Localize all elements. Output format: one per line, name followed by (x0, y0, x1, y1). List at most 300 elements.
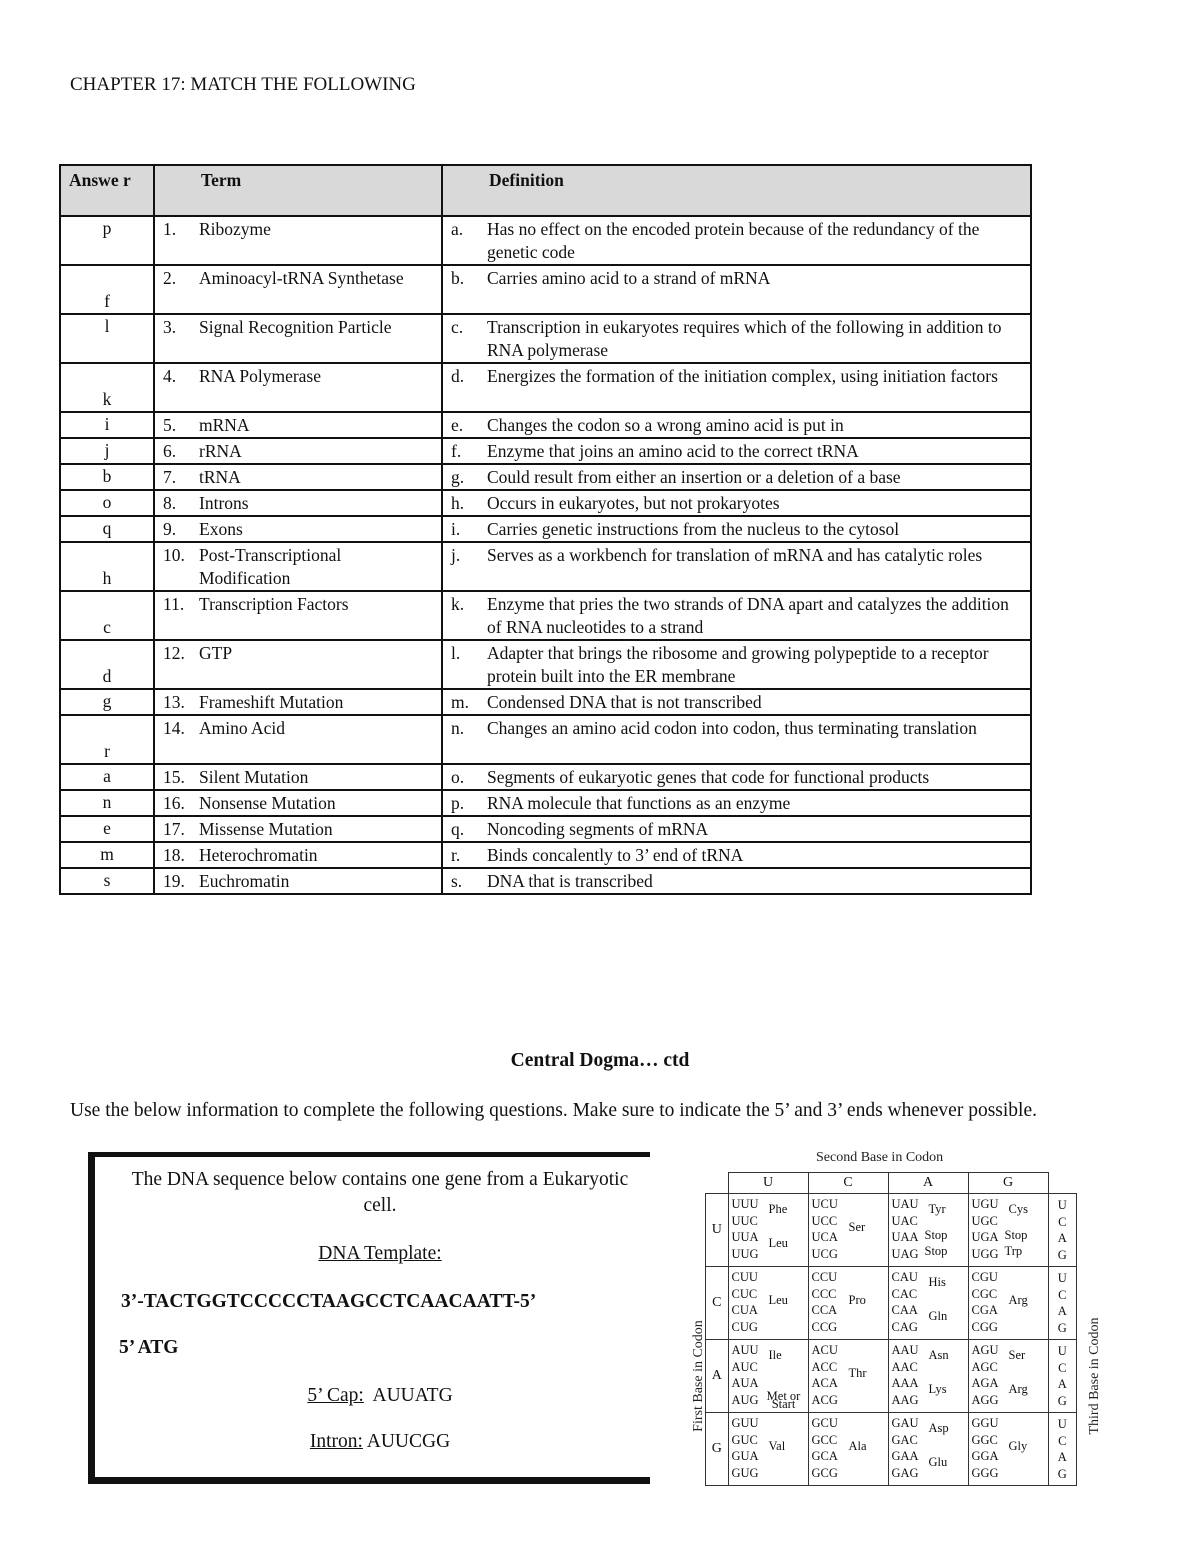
codon-cell (728, 1340, 808, 1413)
codon: ACU (811, 1343, 838, 1357)
term-number: 3. (163, 317, 177, 337)
term-number: 7. (163, 467, 177, 487)
codon-table (680, 1148, 1110, 1508)
definition-letter: n. (451, 718, 465, 738)
codon: GUG (731, 1465, 759, 1480)
codon: AUU (731, 1343, 759, 1357)
first-base-label: First Base in Codon (691, 1320, 706, 1432)
codon: AUA (731, 1376, 759, 1390)
term-cell (154, 842, 442, 868)
codon-cell (728, 1194, 808, 1267)
term-text: Frameshift Mutation (199, 692, 344, 712)
codon-grid (705, 1172, 1067, 1486)
codon: AGU (971, 1343, 999, 1357)
definition-letter: d. (451, 366, 465, 386)
third-base: G (1057, 1247, 1067, 1262)
intron-value: AUUCGG (366, 1431, 451, 1452)
codon-list (892, 1342, 919, 1408)
codon: CAU (891, 1270, 918, 1284)
answer-cell: c (60, 591, 154, 640)
cap-value: AUUATG (372, 1385, 453, 1406)
codon: UCG (811, 1246, 838, 1261)
definition-cell (442, 591, 1031, 640)
term-cell (154, 542, 442, 591)
codon: ACC (811, 1359, 838, 1374)
chapter-title: CHAPTER 17: MATCH THE FOLLOWING (70, 74, 416, 95)
term-text: Post-Transcriptional Modification (199, 545, 342, 588)
third-base: C (1058, 1360, 1067, 1375)
codon-cell (728, 1267, 808, 1340)
codon: UGA (971, 1230, 999, 1244)
codon: GAC (891, 1432, 918, 1447)
codon: AAG (891, 1392, 919, 1407)
corner-blank (706, 1173, 729, 1194)
codon-list (972, 1342, 999, 1408)
term-text: rRNA (199, 441, 242, 461)
codon-cell (968, 1267, 1048, 1340)
amino-acid: Met or Start (766, 1389, 801, 1411)
third-base: A (1057, 1450, 1067, 1464)
codon: ACG (811, 1392, 838, 1407)
definition-letter: m. (451, 692, 469, 712)
codon: CGC (971, 1286, 998, 1301)
definition-text: Transcription in eukaryotes requires which of the following in addition to RNA polymerase (487, 317, 1002, 360)
definition-text: Could result from either an insertion or a deletion of a base (487, 467, 901, 487)
amino-acid: Arg (1008, 1293, 1028, 1307)
definition-text: Enzyme that joins an amino acid to the correct tRNA (487, 441, 859, 461)
definition-letter: h. (451, 493, 465, 513)
amino-acid: Ala (848, 1439, 867, 1453)
codon: GCA (811, 1449, 838, 1463)
codon: GCG (811, 1465, 838, 1480)
amino-acid: Val (768, 1439, 786, 1453)
codon-list (812, 1196, 838, 1262)
codon: UUA (731, 1230, 759, 1244)
term-number: 14. (163, 718, 185, 738)
first-base-cell: G (706, 1413, 729, 1486)
answer-cell: k (60, 363, 154, 412)
codon-cell (968, 1340, 1048, 1413)
term-number: 12. (163, 643, 185, 663)
codon-cell (888, 1413, 968, 1486)
table-row (60, 868, 1031, 894)
cap-label: 5’ Cap: (307, 1385, 364, 1406)
codon-cell (968, 1194, 1048, 1267)
term-number: 11. (163, 594, 185, 614)
first-base-cell: A (706, 1340, 729, 1413)
codon-cell (808, 1267, 888, 1340)
amino-acid: Leu (768, 1236, 788, 1250)
table-row (60, 314, 1031, 363)
definition-cell (442, 842, 1031, 868)
first-base-cell: U (706, 1194, 729, 1267)
codon-cell (808, 1413, 888, 1486)
term-cell (154, 790, 442, 816)
term-cell (154, 640, 442, 689)
codon: GGA (971, 1449, 999, 1463)
table-row (60, 542, 1031, 591)
third-base: U (1057, 1344, 1067, 1358)
codon-list (972, 1269, 998, 1335)
definition-text: Enzyme that pries the two strands of DNA apart and catalyzes the addition of RNA nucleotides to a strand (487, 594, 1009, 637)
second-base-header: A (888, 1173, 968, 1194)
codon-cell (808, 1340, 888, 1413)
codon-list (812, 1415, 838, 1481)
definition-letter: r. (451, 845, 461, 865)
codon: AGG (971, 1392, 999, 1407)
definition-letter: e. (451, 415, 464, 435)
definition-cell (442, 764, 1031, 790)
answer-cell: a (60, 764, 154, 790)
table-row (60, 764, 1031, 790)
table-header-row (60, 165, 1031, 216)
definition-text: Carries genetic instructions from the nucleus to the cytosol (487, 519, 900, 539)
codon: UGC (971, 1213, 998, 1228)
definition-text: RNA molecule that functions as an enzyme (487, 793, 791, 813)
codon: UGU (971, 1197, 999, 1211)
definition-cell (442, 363, 1031, 412)
term-text: Heterochromatin (199, 845, 318, 865)
term-cell (154, 464, 442, 490)
codon-cell (808, 1194, 888, 1267)
second-base-header: G (968, 1173, 1048, 1194)
codon: UUG (731, 1246, 759, 1261)
term-cell (154, 591, 442, 640)
term-number: 18. (163, 845, 185, 865)
codon: GCU (811, 1416, 838, 1430)
codon: CAA (891, 1303, 918, 1317)
definition-cell (442, 265, 1031, 314)
third-base: G (1057, 1320, 1067, 1335)
codon: CCA (811, 1303, 838, 1317)
term-cell (154, 689, 442, 715)
answer-cell: o (60, 490, 154, 516)
codon-list (732, 1415, 759, 1481)
definition-cell (442, 816, 1031, 842)
definition-text: Segments of eukaryotic genes that code for functional products (487, 767, 930, 787)
codon-list (972, 1415, 999, 1481)
definition-text: Adapter that brings the ribosome and growing polypeptide to a receptor protein built into the ER membrane (487, 643, 989, 686)
definition-cell (442, 689, 1031, 715)
codon: UUU (731, 1197, 759, 1211)
table-row (60, 412, 1031, 438)
third-base: A (1057, 1377, 1067, 1391)
term-cell (154, 490, 442, 516)
dna-info-box (88, 1152, 650, 1484)
table-row (60, 265, 1031, 314)
amino-acid: Ser (1008, 1348, 1026, 1362)
third-base-label: Third Base in Codon (1087, 1317, 1102, 1435)
table-row (60, 715, 1031, 764)
codon: UCC (811, 1213, 838, 1228)
term-number: 9. (163, 519, 177, 539)
third-base: G (1057, 1466, 1067, 1481)
codon: CUC (731, 1286, 758, 1301)
definition-cell (442, 542, 1031, 591)
amino-acid: Gln (928, 1309, 948, 1323)
amino-acid: Tyr (928, 1202, 946, 1216)
definition-letter: c. (451, 317, 464, 337)
definition-text: Binds concalently to 3’ end of tRNA (487, 845, 744, 865)
definition-letter: o. (451, 767, 465, 787)
term-number: 16. (163, 793, 185, 813)
definition-letter: s. (451, 871, 463, 891)
definition-cell (442, 438, 1031, 464)
codon-cell (888, 1340, 968, 1413)
definition-letter: a. (451, 219, 464, 239)
codon: UAC (891, 1213, 918, 1228)
term-cell (154, 764, 442, 790)
term-number: 2. (163, 268, 177, 288)
amino-acid: Trp (1004, 1244, 1023, 1258)
codon: GUU (731, 1416, 759, 1430)
amino-acid: Glu (928, 1455, 948, 1469)
term-cell (154, 314, 442, 363)
answer-cell: p (60, 216, 154, 265)
table-row (60, 438, 1031, 464)
answer-header: Answe r (60, 165, 154, 216)
table-row (60, 640, 1031, 689)
second-base-label: Second Base in Codon (816, 1150, 944, 1165)
term-text: mRNA (199, 415, 250, 435)
definition-letter: g. (451, 467, 465, 487)
third-base: A (1057, 1231, 1067, 1245)
codon: GUA (731, 1449, 759, 1463)
definition-letter: p. (451, 793, 465, 813)
answer-cell: j (60, 438, 154, 464)
term-number: 17. (163, 819, 185, 839)
definition-cell (442, 868, 1031, 894)
amino-acid: Stop (924, 1244, 948, 1258)
term-text: tRNA (199, 467, 241, 487)
term-cell (154, 868, 442, 894)
amino-acid: Lys (928, 1382, 947, 1396)
codon: AGC (971, 1359, 998, 1374)
third-base-cell (1048, 1194, 1077, 1267)
term-text: Ribozyme (199, 219, 271, 239)
definition-header: Definition (442, 165, 1031, 216)
term-number: 6. (163, 441, 177, 461)
definition-cell (442, 715, 1031, 764)
amino-acid: Arg (1008, 1382, 1028, 1396)
instructions: Use the below information to complete the following questions. Make sure to indicate the 5’ and 3’ ends whenever possible. (70, 1100, 1037, 1121)
term-text: Transcription Factors (199, 594, 349, 614)
definition-cell (442, 216, 1031, 265)
codon-cell (968, 1413, 1048, 1486)
codon: CUG (731, 1319, 758, 1334)
term-text: Nonsense Mutation (199, 793, 336, 813)
third-base: U (1057, 1417, 1067, 1431)
answer-cell: i (60, 412, 154, 438)
codon-list (892, 1269, 918, 1335)
term-cell (154, 412, 442, 438)
codon: ACA (811, 1376, 838, 1390)
match-table (59, 164, 1032, 895)
codon-list (892, 1415, 919, 1481)
term-text: Signal Recognition Particle (199, 317, 392, 337)
codon: CUA (731, 1303, 758, 1317)
definition-text: Changes an amino acid codon into codon, thus terminating translation (487, 718, 977, 738)
definition-cell (442, 516, 1031, 542)
codon: UUC (731, 1213, 758, 1228)
corner-blank (1048, 1173, 1077, 1194)
table-row (60, 464, 1031, 490)
codon: CUU (731, 1270, 758, 1284)
definition-text: Energizes the formation of the initiation complex, using initiation factors (487, 366, 998, 386)
definition-cell (442, 314, 1031, 363)
term-text: GTP (199, 643, 233, 663)
term-header: Term (154, 165, 442, 216)
codon-list (732, 1196, 759, 1262)
table-row (60, 842, 1031, 868)
table-row (60, 689, 1031, 715)
codon-cell (888, 1267, 968, 1340)
codon: UGG (971, 1246, 999, 1261)
codon-list (892, 1196, 919, 1262)
term-cell (154, 216, 442, 265)
definition-cell (442, 412, 1031, 438)
definition-text: Carries amino acid to a strand of mRNA (487, 268, 771, 288)
third-base-cell (1048, 1267, 1077, 1340)
codon: AAA (891, 1376, 919, 1390)
answer-cell: r (60, 715, 154, 764)
third-base: U (1057, 1271, 1067, 1285)
definition-text: Occurs in eukaryotes, but not prokaryotes (487, 493, 780, 513)
table-row (60, 216, 1031, 265)
amino-acid: Leu (768, 1293, 788, 1307)
third-base: C (1058, 1287, 1067, 1302)
definition-letter: i. (451, 519, 461, 539)
amino-acid: His (928, 1275, 946, 1289)
amino-acid: Ile (768, 1348, 782, 1362)
definition-cell (442, 490, 1031, 516)
codon: CGG (971, 1319, 998, 1334)
answer-cell: f (60, 265, 154, 314)
codon: AGA (971, 1376, 999, 1390)
third-base: C (1058, 1433, 1067, 1448)
term-text: Exons (199, 519, 243, 539)
amino-acid: Phe (768, 1202, 788, 1216)
answer-cell: d (60, 640, 154, 689)
match-table-body (60, 216, 1031, 894)
codon-list (732, 1342, 759, 1408)
answer-cell: q (60, 516, 154, 542)
term-cell (154, 265, 442, 314)
answer-cell: g (60, 689, 154, 715)
intron-line (95, 1431, 665, 1453)
term-text: Euchromatin (199, 871, 290, 891)
codon-list (812, 1269, 838, 1335)
term-number: 5. (163, 415, 177, 435)
third-base-cell (1048, 1413, 1077, 1486)
definition-letter: k. (451, 594, 465, 614)
table-row (60, 363, 1031, 412)
codon: CCC (811, 1286, 837, 1301)
amino-acid: Asn (928, 1348, 949, 1362)
codon: GAG (891, 1465, 919, 1480)
term-number: 8. (163, 493, 177, 513)
answer-cell: m (60, 842, 154, 868)
term-text: Missense Mutation (199, 819, 333, 839)
term-cell (154, 715, 442, 764)
codon: GCC (811, 1432, 838, 1447)
answer-cell: n (60, 790, 154, 816)
codon: AUC (731, 1359, 758, 1374)
codon: CAC (891, 1286, 918, 1301)
term-number: 19. (163, 871, 185, 891)
definition-letter: l. (451, 643, 461, 663)
term-cell (154, 516, 442, 542)
answer-cell: e (60, 816, 154, 842)
five-prime-cap (95, 1385, 665, 1407)
definition-letter: b. (451, 268, 465, 288)
amino-acid: Stop (1004, 1228, 1028, 1242)
term-cell (154, 363, 442, 412)
codon: AUG (731, 1392, 759, 1407)
term-cell (154, 438, 442, 464)
codon-list (732, 1269, 758, 1335)
table-row (60, 490, 1031, 516)
third-base-cell (1048, 1340, 1077, 1413)
codon-list (812, 1342, 838, 1408)
codon: GAA (891, 1449, 919, 1463)
dna-box-intro: The DNA sequence below contains one gene from a Eukaryotic cell. (131, 1169, 629, 1216)
amino-acid: Ser (848, 1220, 866, 1234)
codon-grid-table (705, 1172, 1077, 1486)
amino-acid: Cys (1008, 1202, 1028, 1216)
table-row (60, 591, 1031, 640)
amino-acid: Thr (848, 1366, 867, 1380)
answer-cell: h (60, 542, 154, 591)
definition-text: Has no effect on the encoded protein because of the redundancy of the genetic code (487, 219, 980, 262)
second-base-header: U (728, 1173, 808, 1194)
term-text: RNA Polymerase (199, 366, 322, 386)
definition-text: Serves as a workbench for translation of mRNA and has catalytic roles (487, 545, 983, 565)
codon: CCG (811, 1319, 838, 1334)
codon: GUC (731, 1432, 758, 1447)
amino-acid: Asp (928, 1421, 949, 1435)
amino-acid: Stop (924, 1228, 948, 1242)
term-number: 13. (163, 692, 185, 712)
table-row (60, 816, 1031, 842)
codon: CAG (891, 1319, 918, 1334)
definition-cell (442, 464, 1031, 490)
intron-label: Intron: (309, 1431, 363, 1452)
codon: GGC (971, 1432, 998, 1447)
answer-cell: b (60, 464, 154, 490)
definition-text: DNA that is transcribed (487, 871, 653, 891)
codon-list (972, 1196, 999, 1262)
definition-cell (442, 790, 1031, 816)
codon: GAU (891, 1416, 919, 1430)
term-number: 4. (163, 366, 177, 386)
codon: CCU (811, 1270, 838, 1284)
dna-template-label: DNA Template: (318, 1243, 442, 1264)
codon: UCU (811, 1197, 838, 1211)
term-text: Introns (199, 493, 249, 513)
section-title: Central Dogma… ctd (510, 1050, 690, 1071)
second-base-header: C (808, 1173, 888, 1194)
first-base-cell: C (706, 1267, 729, 1340)
definition-letter: q. (451, 819, 465, 839)
codon: UAA (891, 1230, 919, 1244)
amino-acid: Gly (1008, 1439, 1028, 1453)
dna-template-sequence: 3’-TACTGGTCCCCCTAAGCCTCAACAATT-5’ (121, 1291, 537, 1312)
term-text: Amino Acid (199, 718, 286, 738)
codon: UAU (891, 1197, 919, 1211)
codon-cell (888, 1194, 968, 1267)
third-base: U (1057, 1198, 1067, 1212)
